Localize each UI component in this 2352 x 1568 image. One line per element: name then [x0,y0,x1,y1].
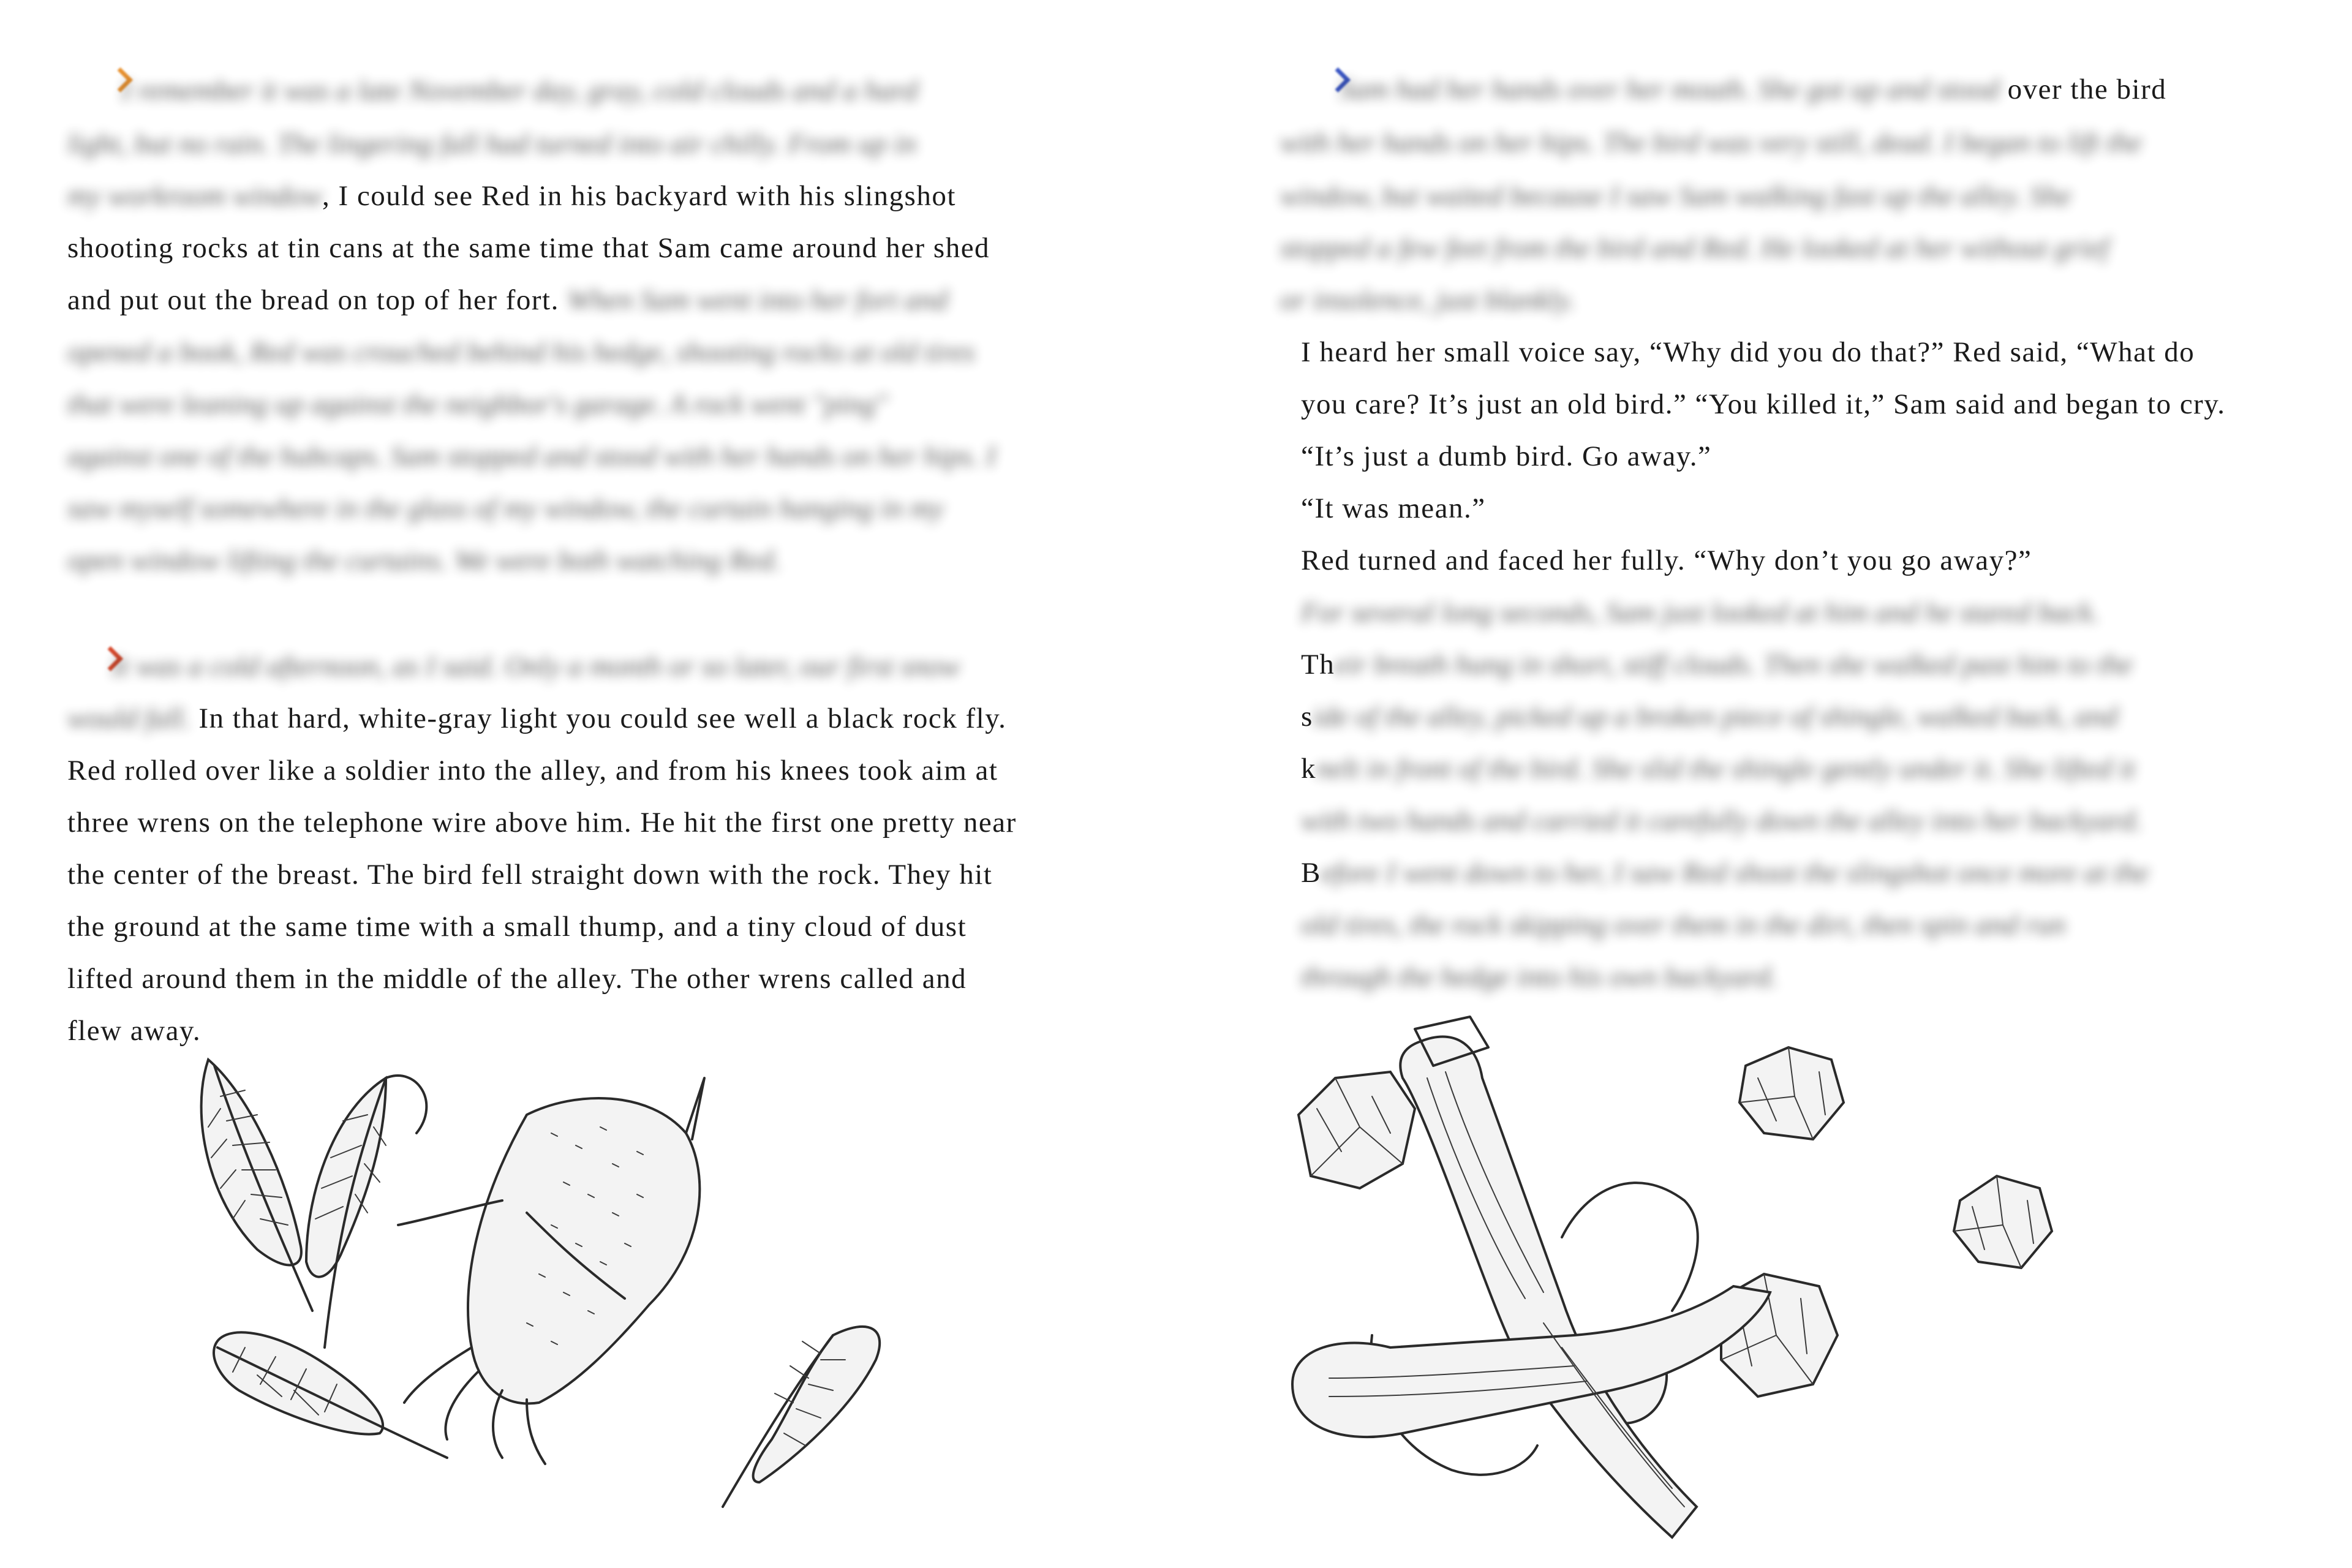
feather-icon [723,1327,880,1507]
text-line: lifted around them in the middle of the alley. The other wrens called and [67,963,967,995]
rock-icon [1954,1176,2052,1268]
dialogue-line: “It was mean.” [1301,492,1486,524]
feathers-and-wren-icon [184,1041,980,1544]
text-line: through the hedge into his own backyard. [1301,961,1778,993]
text-line: Red rolled over like a soldier into the alley, and from his knees took aim at [67,755,998,786]
text-line: would fall. In that hard, white-gray light you could see well a black rock fly. [67,703,1007,734]
slingshot-and-rocks-icon [1268,1005,2309,1556]
text-line: old tires, the rock skipping over them in the dirt, then spin and run [1301,909,2066,941]
text-line: side of the alley, picked up a broken piece of shingle, walked back, and [1301,701,2118,733]
text-line: Before I went down to her, I saw Red shoot the slingshot once more at the [1301,857,2149,889]
text-line: shooting rocks at tin cans at the same time that Sam came around her shed [67,232,990,264]
text-line: the ground at the same time with a small thump, and a tiny cloud of dust [67,911,967,943]
rock-icon [1298,1072,1415,1188]
text-line: against one of the hubcaps. Sam stopped and stood with her hands on her hips. I [67,440,996,472]
dialogue-line: you care? It’s just an old bird.” “You killed it,” Sam said and began to cry. [1301,388,2226,420]
right-page [1176,0,2352,1568]
feather-icon [306,1076,426,1348]
text-line: my workroom window, I could see Red in his backyard with his slingshot [67,180,956,212]
text-line: the center of the breast. The bird fell straight down with the rock. They hit [67,859,993,891]
text-line: with two hands and carried it carefully down the alley into her backyard. [1301,805,2143,837]
text-line: knelt in front of the bird. She slid the shingle gently under it. She lifted it [1301,753,2136,785]
dialogue-line: Red turned and faced her fully. “Why don’t you go away?” [1301,545,2032,576]
text-line: stopped a few feet from the bird and Red. He looked at her without grief [1280,232,2109,264]
text-line: I remember it was a late November day, gray, cold clouds and a hard [121,75,918,107]
text-line: with her hands on her hips. The bird was very still, dead. I began to lift the [1280,127,2142,159]
dialogue-line: “It’s just a dumb bird. Go away.” [1301,440,1712,472]
text-line: saw myself somewhere in the glass of my window, the curtain hanging in my [67,492,944,524]
wren-icon [398,1078,704,1464]
text-line: window, but waited because I saw Sam walking fast up the alley. She [1280,180,2071,212]
dialogue-line: I heard her small voice say, “Why did you do that?” Red said, “What do [1301,336,2195,368]
text-line: Sam had her hands over her mouth. She got up and stood over the bird [1339,74,2167,105]
text-line: and put out the bread on top of her fort. When Sam went into her fort and [67,284,948,316]
text-line: Their breath hung in short, stiff clouds. Then she walked past him to the [1301,649,2133,680]
rock-icon [1740,1047,1844,1139]
text-line: or insolence, just blankly. [1280,284,1575,316]
text-line: flew away. [67,1015,202,1047]
text-line: For several long seconds, Sam just looked at him and he stared back. [1301,597,2100,628]
feather-icon [202,1060,312,1311]
text-line: that were leaning up against the neighbor's garage. A rock went "ping" [67,388,888,420]
text-line: open window lifting the curtains. We were both watching Red. [67,545,781,576]
text-line: It was a cold afternoon, as I said. Only a month or so later, our first snow [111,650,960,682]
text-line: three wrens on the telephone wire above him. He hit the first one pretty near [67,807,1017,839]
feather-icon [214,1332,447,1458]
text-line: light, but no rain. The lingering fall had turned into air chilly. From up in [67,128,917,160]
text-line: opened a book, Red was crouched behind his hedge, shooting rocks at old tires [67,336,975,368]
